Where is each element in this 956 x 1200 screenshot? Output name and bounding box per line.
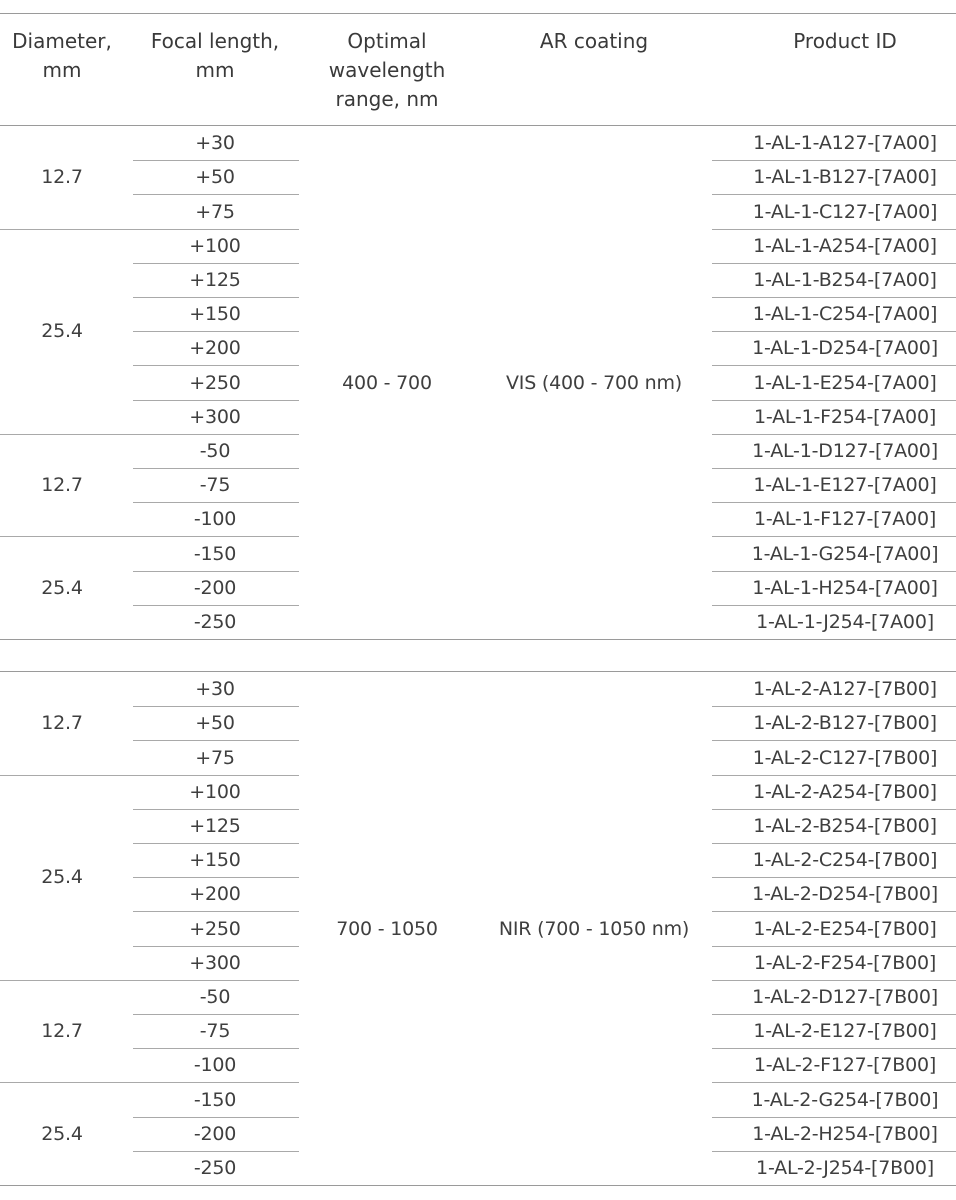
product-row-rule bbox=[712, 468, 956, 469]
focal-row-rule bbox=[133, 1048, 299, 1049]
product-row-rule bbox=[712, 502, 956, 503]
focal-length-cell: -250 bbox=[193, 610, 237, 633]
product-row-rule bbox=[712, 229, 956, 230]
focal-length-cell: +250 bbox=[189, 917, 241, 940]
focal-length-cell: -200 bbox=[193, 576, 237, 599]
focal-length-cell: +150 bbox=[189, 849, 241, 872]
product-id-cell: 1-AL-1-A127-[7A00] bbox=[753, 132, 937, 155]
product-row-rule bbox=[712, 331, 956, 332]
diameter-cell: 12.7 bbox=[41, 474, 83, 497]
diameter-cell: 25.4 bbox=[41, 866, 83, 889]
focal-row-rule bbox=[133, 1117, 299, 1118]
header-focal-line-1: Focal length, bbox=[150, 29, 280, 53]
focal-length-cell: -100 bbox=[193, 508, 237, 531]
focal-length-cell: +300 bbox=[189, 951, 241, 974]
wavelength-range-cell: 700 - 1050 bbox=[336, 917, 438, 940]
product-row-rule bbox=[712, 263, 956, 264]
focal-length-cell: +50 bbox=[195, 166, 235, 189]
focal-length-cell: +200 bbox=[189, 337, 241, 360]
focal-length-cell: -250 bbox=[193, 1156, 237, 1179]
product-id-cell: 1-AL-1-B254-[7A00] bbox=[753, 268, 937, 291]
product-row-rule bbox=[712, 536, 956, 537]
diameter-cell: 25.4 bbox=[41, 1122, 83, 1145]
product-id-cell: 1-AL-2-C254-[7B00] bbox=[752, 849, 938, 872]
header-focal-line-2: mm bbox=[195, 58, 235, 82]
product-id-cell: 1-AL-1-A254-[7A00] bbox=[753, 234, 937, 257]
diameter-group-rule bbox=[0, 1082, 299, 1083]
focal-length-cell: +250 bbox=[189, 371, 241, 394]
focal-row-rule bbox=[133, 843, 299, 844]
product-row-rule bbox=[712, 775, 956, 776]
product-row-rule bbox=[712, 946, 956, 947]
product-id-cell: 1-AL-1-J254-[7A00] bbox=[756, 610, 934, 633]
product-id-cell: 1-AL-1-E254-[7A00] bbox=[753, 371, 937, 394]
focal-row-rule bbox=[133, 605, 299, 606]
product-id-cell: 1-AL-2-G254-[7B00] bbox=[751, 1088, 939, 1111]
focal-length-cell: -100 bbox=[193, 1054, 237, 1077]
product-row-rule bbox=[712, 740, 956, 741]
product-row-rule bbox=[712, 706, 956, 707]
focal-length-cell: +125 bbox=[189, 814, 241, 837]
diameter-cell: 12.7 bbox=[41, 166, 83, 189]
header-wavelength-line-2: wavelength bbox=[328, 58, 446, 82]
product-id-cell: 1-AL-1-C254-[7A00] bbox=[752, 303, 938, 326]
product-id-cell: 1-AL-2-H254-[7B00] bbox=[752, 1122, 938, 1145]
header-product-line-1: Product ID bbox=[793, 29, 897, 53]
product-id-cell: 1-AL-1-E127-[7A00] bbox=[753, 474, 937, 497]
focal-length-cell: -75 bbox=[199, 1020, 231, 1043]
focal-length-cell: +50 bbox=[195, 712, 235, 735]
product-row-rule bbox=[712, 911, 956, 912]
header-focal-length bbox=[151, 27, 279, 85]
focal-row-rule bbox=[133, 400, 299, 401]
product-row-rule bbox=[712, 809, 956, 810]
focal-row-rule bbox=[133, 194, 299, 195]
header-diameter bbox=[12, 27, 112, 85]
product-id-cell: 1-AL-2-D254-[7B00] bbox=[752, 883, 938, 906]
ar-coating-cell: NIR (700 - 1050 nm) bbox=[498, 917, 690, 940]
diameter-group-rule bbox=[0, 434, 299, 435]
focal-row-rule bbox=[133, 809, 299, 810]
product-id-cell: 1-AL-1-B127-[7A00] bbox=[753, 166, 937, 189]
focal-length-cell: +100 bbox=[189, 234, 241, 257]
group-top-rule bbox=[0, 671, 956, 672]
focal-length-cell: -200 bbox=[193, 1122, 237, 1145]
diameter-cell: 12.7 bbox=[41, 1020, 83, 1043]
diameter-cell: 25.4 bbox=[41, 320, 83, 343]
focal-length-cell: +75 bbox=[195, 746, 235, 769]
product-id-cell: 1-AL-2-E254-[7B00] bbox=[753, 917, 937, 940]
focal-row-rule bbox=[133, 1014, 299, 1015]
product-row-rule bbox=[712, 877, 956, 878]
focal-row-rule bbox=[133, 1151, 299, 1152]
focal-length-cell: +200 bbox=[189, 883, 241, 906]
header-ar-coating bbox=[540, 27, 648, 56]
product-id-cell: 1-AL-2-C127-[7B00] bbox=[752, 746, 938, 769]
product-row-rule bbox=[712, 400, 956, 401]
focal-length-cell: -150 bbox=[193, 1088, 237, 1111]
product-row-rule bbox=[712, 1082, 956, 1083]
product-id-cell: 1-AL-2-A254-[7B00] bbox=[753, 780, 937, 803]
diameter-group-rule bbox=[0, 980, 299, 981]
diameter-group-rule bbox=[0, 775, 299, 776]
focal-length-cell: +100 bbox=[189, 780, 241, 803]
product-id-cell: 1-AL-2-J254-[7B00] bbox=[756, 1156, 934, 1179]
focal-row-rule bbox=[133, 571, 299, 572]
product-row-rule bbox=[712, 434, 956, 435]
focal-length-cell: -150 bbox=[193, 542, 237, 565]
product-id-cell: 1-AL-1-C127-[7A00] bbox=[752, 200, 938, 223]
group-bottom-rule bbox=[0, 639, 956, 640]
focal-length-cell: +75 bbox=[195, 200, 235, 223]
product-id-cell: 1-AL-1-F254-[7A00] bbox=[753, 405, 937, 428]
focal-length-cell: -75 bbox=[199, 474, 231, 497]
group-bottom-rule bbox=[0, 1185, 956, 1186]
ar-coating-cell: VIS (400 - 700 nm) bbox=[506, 371, 682, 394]
header-wavelength-line-3: range, nm bbox=[335, 87, 439, 111]
product-row-rule bbox=[712, 571, 956, 572]
product-row-rule bbox=[712, 194, 956, 195]
header-bottom-rule bbox=[0, 125, 956, 126]
header-product-id bbox=[793, 27, 897, 56]
diameter-group-rule bbox=[0, 229, 299, 230]
focal-row-rule bbox=[133, 946, 299, 947]
product-row-rule bbox=[712, 365, 956, 366]
product-row-rule bbox=[712, 297, 956, 298]
header-coating-line-1: AR coating bbox=[539, 29, 649, 53]
focal-row-rule bbox=[133, 706, 299, 707]
diameter-cell: 12.7 bbox=[41, 712, 83, 735]
wavelength-range-cell: 400 - 700 bbox=[342, 371, 432, 394]
focal-row-rule bbox=[133, 331, 299, 332]
product-id-cell: 1-AL-2-B254-[7B00] bbox=[753, 814, 937, 837]
focal-row-rule bbox=[133, 160, 299, 161]
focal-length-cell: -50 bbox=[199, 985, 231, 1008]
product-id-cell: 1-AL-2-D127-[7B00] bbox=[752, 985, 938, 1008]
focal-row-rule bbox=[133, 502, 299, 503]
product-id-cell: 1-AL-2-B127-[7B00] bbox=[753, 712, 937, 735]
focal-row-rule bbox=[133, 297, 299, 298]
diameter-group-rule bbox=[0, 536, 299, 537]
product-id-cell: 1-AL-1-D127-[7A00] bbox=[752, 439, 938, 462]
product-row-rule bbox=[712, 980, 956, 981]
focal-length-cell: -50 bbox=[199, 439, 231, 462]
product-row-rule bbox=[712, 1014, 956, 1015]
header-diameter-line-2: mm bbox=[42, 58, 82, 82]
product-row-rule bbox=[712, 160, 956, 161]
focal-row-rule bbox=[133, 877, 299, 878]
diameter-cell: 25.4 bbox=[41, 576, 83, 599]
header-wavelength bbox=[329, 27, 446, 114]
product-id-cell: 1-AL-1-G254-[7A00] bbox=[751, 542, 939, 565]
focal-row-rule bbox=[133, 468, 299, 469]
table-top-rule bbox=[0, 13, 956, 14]
focal-length-cell: +150 bbox=[189, 303, 241, 326]
focal-length-cell: +125 bbox=[189, 268, 241, 291]
focal-row-rule bbox=[133, 740, 299, 741]
focal-length-cell: +30 bbox=[195, 132, 235, 155]
product-id-cell: 1-AL-2-A127-[7B00] bbox=[753, 678, 937, 701]
header-wavelength-line-1: Optimal bbox=[347, 29, 427, 53]
product-id-cell: 1-AL-1-D254-[7A00] bbox=[752, 337, 938, 360]
product-id-cell: 1-AL-1-H254-[7A00] bbox=[752, 576, 938, 599]
product-id-cell: 1-AL-1-F127-[7A00] bbox=[753, 508, 937, 531]
product-row-rule bbox=[712, 605, 956, 606]
product-row-rule bbox=[712, 1151, 956, 1152]
header-diameter-line-1: Diameter, bbox=[12, 29, 112, 53]
product-id-cell: 1-AL-2-F254-[7B00] bbox=[753, 951, 937, 974]
product-row-rule bbox=[712, 843, 956, 844]
product-row-rule bbox=[712, 1048, 956, 1049]
product-id-cell: 1-AL-2-E127-[7B00] bbox=[753, 1020, 937, 1043]
focal-row-rule bbox=[133, 263, 299, 264]
focal-length-cell: +300 bbox=[189, 405, 241, 428]
focal-row-rule bbox=[133, 365, 299, 366]
product-row-rule bbox=[712, 1117, 956, 1118]
focal-row-rule bbox=[133, 911, 299, 912]
focal-length-cell: +30 bbox=[195, 678, 235, 701]
product-id-cell: 1-AL-2-F127-[7B00] bbox=[753, 1054, 937, 1077]
